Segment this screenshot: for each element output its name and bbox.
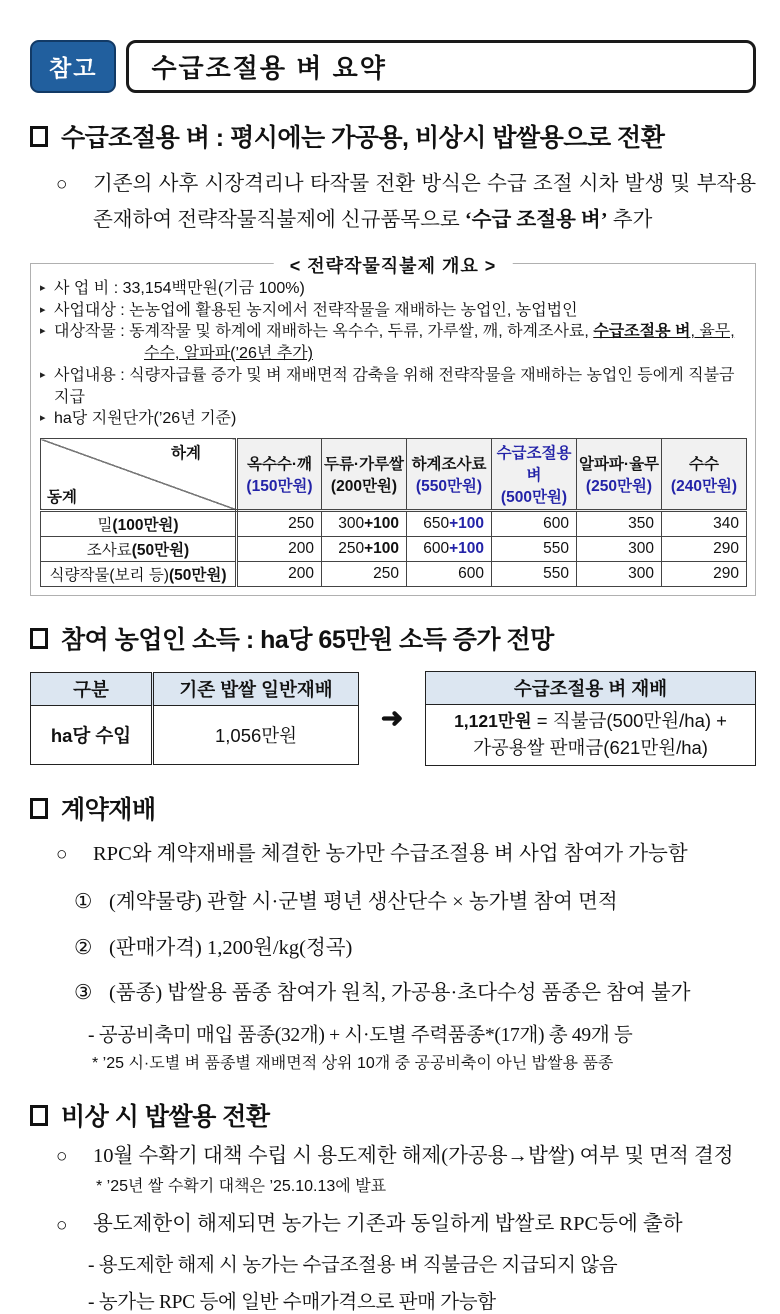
- emergency-bullet-1: ○ 10월 수확기 대책 수립 시 용도제한 해제(가공용→밥쌀) 여부 및 면적 결정: [56, 1143, 756, 1170]
- overview-item-budget: ▸ 사 업 비 : 33,154백만원(기금 100%): [40, 278, 747, 300]
- column-header: 구분: [31, 673, 153, 706]
- table-row: [41, 562, 747, 587]
- column-header: 알파파·율무 (250만원): [577, 439, 662, 511]
- income-after-table: [425, 671, 756, 766]
- corner-cell: [41, 439, 237, 511]
- contract-item-variety: ③ (품종) 밥쌀용 품종 참여가 원칙, 가공용·초다수성 품종은 참여 불가: [74, 977, 756, 1010]
- subsidy-rate-table: [40, 438, 747, 587]
- intro-text: 기존의 사후 시장격리나 타작물 전환 방식은 수급 조절 시차 발생 및 부작용 존재하여 전략작물직불제에 신규품목으로: [93, 173, 756, 232]
- column-header: 하계조사료 (550만원): [407, 439, 492, 511]
- section-heading-text: 계약재배: [61, 796, 156, 825]
- table-row: [41, 537, 747, 562]
- income-comparison: [30, 671, 756, 766]
- table-cell: 250: [322, 562, 407, 587]
- variety-footnote: * ’25 시·도별 벼 품종별 재배면적 상위 10개 중 공공비축이 아닌 밥쌀용 품종: [92, 1055, 614, 1073]
- table-cell: 600+100: [407, 537, 492, 562]
- table-cell: 290: [662, 562, 747, 587]
- overview-box-title: < 전략작물직불제 개요 >: [274, 252, 513, 278]
- table-cell: 1,056만원: [153, 706, 359, 765]
- corner-winter-label: 동계: [47, 489, 77, 507]
- triangle-bullet-icon: ▸: [40, 325, 46, 338]
- square-bullet-icon: [30, 628, 48, 649]
- column-header: 두류·가루쌀 (200만원): [322, 439, 407, 511]
- column-header: 수수 (240만원): [662, 439, 747, 511]
- triangle-bullet-icon: ▸: [40, 412, 46, 425]
- section-heading-emergency: [30, 1097, 756, 1133]
- section-heading-income: [30, 620, 756, 656]
- row-label: 식량작물(보리 등)(50만원): [41, 562, 237, 587]
- table-cell: 350: [577, 511, 662, 537]
- table-row: [41, 511, 747, 537]
- column-header: 옥수수·깨 (150만원): [237, 439, 322, 511]
- row-label: 밀(100만원): [41, 511, 237, 537]
- square-bullet-icon: [30, 126, 48, 147]
- table-cell: 550: [492, 537, 577, 562]
- emergency-footnote: * ’25년 쌀 수확기 대책은 ’25.10.13에 발표: [96, 1177, 387, 1195]
- contract-item-price: ② (판매가격) 1,200원/kg(정곡): [74, 932, 756, 965]
- table-cell: 290: [662, 537, 747, 562]
- table-cell: 650+100: [407, 511, 492, 537]
- column-header: 수급조절용벼 (500만원): [492, 439, 577, 511]
- emergency-detail-2: - 농가는 RPC 등에 일반 수매가격으로 판매 가능함: [88, 1291, 496, 1313]
- arrow-right-icon: ➜: [380, 703, 404, 734]
- table-cell: 600: [407, 562, 492, 587]
- variety-detail: - 공공비축미 매입 품종(32개) + 시·도별 주력품종*(17개) 총 49개 등: [88, 1025, 633, 1047]
- table-cell: 600: [492, 511, 577, 537]
- overview-item-crops: ▸ 대상작물 : 동계작물 및 하계에 재배하는 옥수수, 두류, 가루쌀, 깨, 하계조사료, 수급조절용 벼, 율무, 수수, 알파파(’26년 추가): [40, 321, 747, 365]
- document-title: 수급조절용 벼 요약: [126, 40, 756, 93]
- program-overview-box: [30, 255, 756, 596]
- contract-bullet: ○ RPC와 계약재배를 체결한 농가만 수급조절용 벼 사업 참여가 가능함: [56, 836, 756, 872]
- circle-bullet-icon: ○: [56, 1214, 68, 1236]
- row-label: ha당 수입: [31, 706, 153, 765]
- circle-bullet-icon: ○: [56, 1146, 68, 1168]
- square-bullet-icon: [30, 798, 48, 819]
- intro-paragraph: [56, 166, 756, 239]
- triangle-bullet-icon: ▸: [40, 281, 46, 294]
- table-cell: 550: [492, 562, 577, 587]
- section-heading-text: 수급조절용 벼 : 평시에는 가공용, 비상시 밥쌀용으로 전환: [61, 124, 665, 152]
- section-heading-text: 참여 농업인 소득 : ha당 65만원 소득 증가 전망: [61, 626, 554, 655]
- circle-bullet-icon: ○: [56, 844, 68, 866]
- intro-text-bold: ‘수급 조절용 벼’: [464, 209, 608, 232]
- highlight-crop: 수급조절용 벼: [593, 323, 691, 341]
- corner-summer-label: 하계: [171, 445, 201, 463]
- overview-item-content: ▸ 사업내용 : 식량자급률 증가 및 벼 재배면적 감축을 위해 전략작물을 재배하는 농업인 등에게 직불금 지급: [40, 365, 747, 409]
- table-cell: 340: [662, 511, 747, 537]
- intro-text-tail: 추가: [607, 209, 653, 232]
- table-cell: 300: [577, 562, 662, 587]
- column-header: 수급조절용 벼 재배: [426, 672, 756, 705]
- section-heading-overview: [30, 118, 756, 154]
- section-heading-contract: [30, 790, 756, 826]
- circle-bullet-icon: ○: [56, 174, 68, 195]
- emergency-bullet-2: ○ 용도제한이 해제되면 농가는 기존과 동일하게 밥쌀로 RPC등에 출하: [56, 1210, 756, 1240]
- circled-one-icon: ①: [74, 890, 93, 913]
- column-header: 기존 밥쌀 일반재배: [153, 673, 359, 706]
- table-cell: 300+100: [322, 511, 407, 537]
- reference-badge: 참고: [30, 40, 116, 93]
- table-cell: 1,121만원 = 직불금(500만원/ha) + 가공용쌀 판매금(621만원/ha): [426, 705, 756, 766]
- table-cell: 250: [237, 511, 322, 537]
- triangle-bullet-icon: ▸: [40, 303, 46, 316]
- triangle-bullet-icon: ▸: [40, 368, 46, 381]
- square-bullet-icon: [30, 1105, 48, 1126]
- table-cell: 250+100: [322, 537, 407, 562]
- table-header-row: [41, 439, 747, 511]
- table-cell: 200: [237, 562, 322, 587]
- table-cell: 300: [577, 537, 662, 562]
- contract-item-quantity: ① (계약물량) 관할 시·군별 평년 생산단수 × 농가별 참여 면적: [74, 886, 756, 919]
- circled-three-icon: ③: [74, 982, 93, 1005]
- circled-two-icon: ②: [74, 936, 93, 959]
- table-cell: 200: [237, 537, 322, 562]
- income-amount: 1,121만원: [454, 711, 532, 732]
- section-heading-text: 비상 시 밥쌀용 전환: [61, 1103, 270, 1132]
- income-before-table: [30, 672, 359, 765]
- emergency-detail-1: - 용도제한 해제 시 농가는 수급조절용 벼 직불금은 지급되지 않음: [88, 1254, 618, 1276]
- overview-item-unit-price: ▸ ha당 지원단가(’26년 기준): [40, 408, 747, 430]
- row-label: 조사료(50만원): [41, 537, 237, 562]
- document-header: [30, 40, 756, 93]
- overview-item-target: ▸ 사업대상 : 논농업에 활용된 농지에서 전략작물을 재배하는 농업인, 농업법인: [40, 300, 747, 322]
